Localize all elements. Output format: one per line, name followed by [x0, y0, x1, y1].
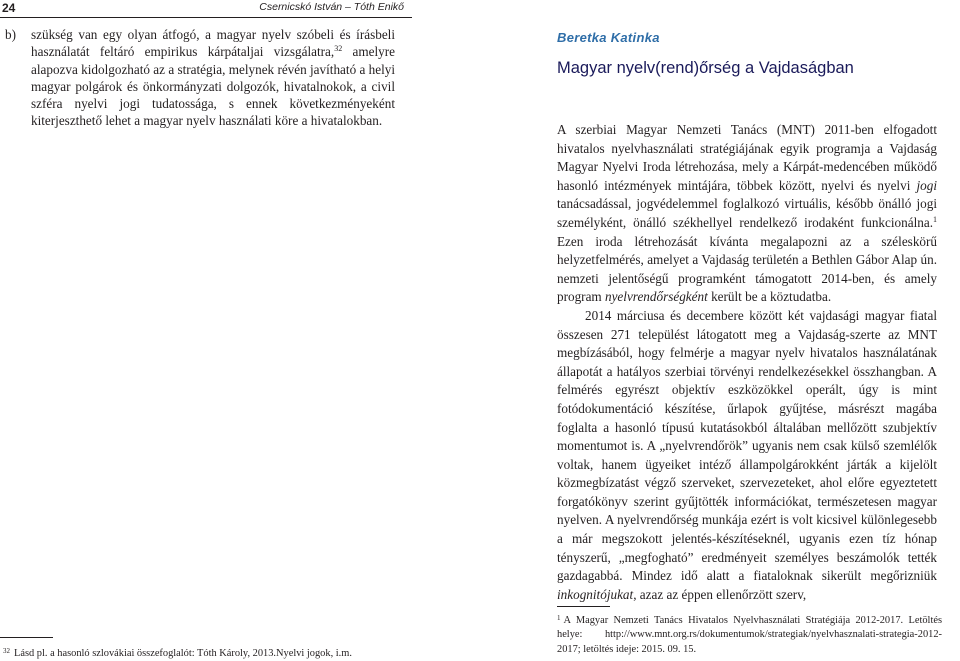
footnote-number: 1	[557, 614, 561, 622]
footnote-text: A Magyar Nemzeti Tanács Hivatalos Nyelvhasználati Stratégiája 2012-2017. Letöltés helye: http://www.mnt.org.rs/dokumentumok/strategiak/nyelvhasznalati-strategia-2012-2017; letöltés ideje: 2015. 09. 15.	[557, 615, 942, 655]
running-header	[0, 0, 412, 18]
list-text-part2: amelyre alapozva kidolgozható az a stratégia, melynek révén javítható a helyi magyar polgárok és önkormányzati dolgozók, hivatalnokok, a civil szféra nyelvi jogi tudatossága, s ennek következményeként kiterjeszthető lehet a magyar nyelv használati köre a hivatalokban.	[31, 44, 396, 129]
footnote-1	[557, 611, 942, 657]
p1-italic-term: nyelvrendőrségként	[604, 289, 708, 305]
right-page	[480, 0, 960, 661]
paragraph-2	[557, 307, 937, 605]
footnote-ref-32[interactable]: 32	[334, 44, 343, 54]
p1-italic-jogi: jogi	[916, 177, 937, 193]
p1-text-b: tanácsadással, jogvédelemmel foglalkozó virtuális, később önálló jogi személyként, önálló székhellyel rendelkező irodaként funkcionálna.	[557, 196, 937, 230]
p1-text-a: A szerbiai Magyar Nemzeti Tanács (MNT) 2011-ben elfogadott hivatalos nyelvhasználati stratégiájának egyik programja a Vajdaság Magyar Nyelvi Iroda létrehozása, mely a Kárpát-medencében működő hasonló intézmények mintájára, többek között, nyelvi és nyelvi	[557, 122, 937, 193]
p2-italic-term: inkognitójukat	[557, 586, 634, 602]
p2-text-a: 2014 márciusa és decembere között két vajdasági magyar fiatal összesen 271 települést látogatott meg a Vajdaság-szerte az MNT megbízásából, hogy felmérje a magyar nyelv hivatalos használatának állapotát a hatályos szerbiai törvényi rendelkezésekkel összhangban. A felmérés egyrészt objektív eszközökkel operált, úgy is mint fotódokumentáció készítése, űrlapok gyűjtése, másrészt magába foglalta a hasonló típusú kutatásokból általában mellőzött szubjektív momentumot is. A „nyelvrendőrök” ugyanis nem csak külső szemlélők voltak, hanem ügyeiket intéző állampolgárokként járták a kijelölt közmegbízatást végző szerveket, szervezeteket, ahol előre egyeztetett forgatókönyv szerint gyűjtötték információkat, természetesen magyar nyelven. A nyelvrendőrség munkája ezért is volt kicsivel különlegesebb a már megszokott jelentés-készítéseknél, ugyanis ezen tíz hónap tényszerű, „megfogható” eredményeit személyes beszámolók tették gazdagabbá. Mindez idő alatt a fiataloknak sikerült megőrizniük	[557, 307, 937, 584]
footnote-separator	[0, 637, 53, 638]
article-title: Magyar nyelv(rend)őrség a Vajdaságban	[557, 59, 854, 77]
list-text-part1: szükség van egy olyan átfogó, a magyar nyelv szóbeli és írásbeli használatát feltáró empirikus kárpátaljai vizsgálatra,	[31, 27, 395, 60]
footnote-separator	[557, 606, 610, 607]
page-number: 24	[2, 1, 16, 15]
p1-text-d: került be a köztudatba.	[707, 289, 832, 305]
p2-text-b: , azaz az éppen ellenőrzött szerv,	[633, 586, 807, 602]
paragraph-1	[557, 121, 937, 307]
running-head: Csernicskó István – Tóth Enikő	[259, 1, 404, 13]
list-label: b)	[5, 27, 16, 42]
footnote-number: 32	[3, 647, 10, 655]
article-author: Beretka Katinka	[557, 30, 660, 45]
footnote-text: Lásd pl. a hasonló szlovákiai összefoglalót: Tóth Károly, 2013.Nyelvi jogok, i.m.	[14, 648, 352, 659]
list-item-b	[5, 26, 396, 130]
footnote-ref-1[interactable]: 1	[933, 214, 937, 224]
footnote-32	[3, 645, 423, 660]
p1-text-c: Ezen iroda létrehozását kívánta megalapozni az a széleskörű helyzetfelmérés, amelyet a Vajdaság területén a Bethlen Gábor Alap ún. nemzeti jelentőségű programként támogatott 2014-ben, és amely program	[557, 233, 937, 305]
article-body	[557, 121, 937, 604]
